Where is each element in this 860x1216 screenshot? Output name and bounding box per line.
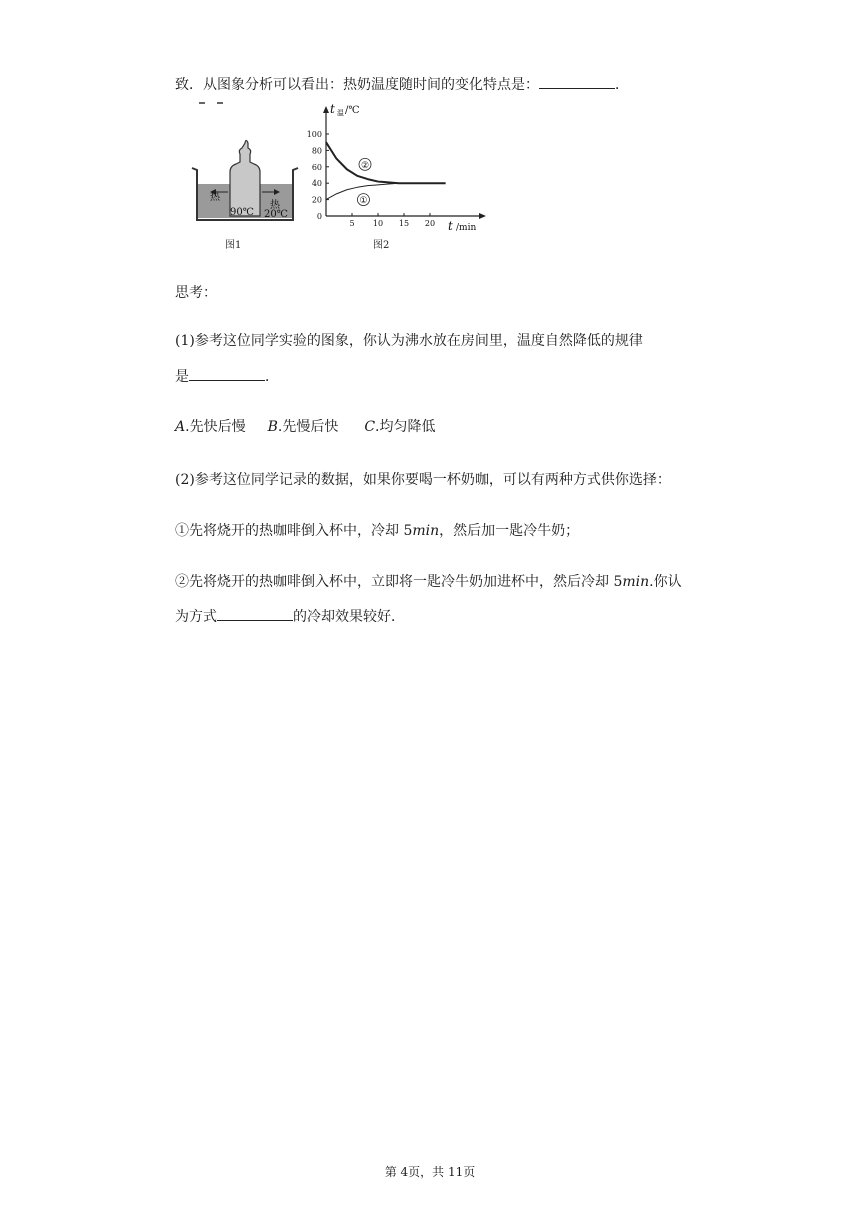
y-axis-unit: /℃ [345,105,360,116]
answer-blank-1[interactable] [539,74,615,89]
method-3-end: 的冷却效果较好． [293,609,405,625]
series-line-hot-milk [326,142,446,183]
line-options [175,417,436,437]
line-q1a [175,331,643,351]
series-label: ① [359,196,368,207]
figure2-label: 图2 [373,240,390,251]
y-tick-label: 60 [311,162,322,172]
line-conclusion [175,74,629,95]
experiment-figure [180,98,490,258]
line-q1b [175,366,279,387]
milk-bottle [230,141,260,217]
figure1-label: 图1 [225,240,242,251]
conclusion-end: ． [615,77,629,93]
option-a[interactable]: A.先快后慢 [175,419,246,435]
conclusion-text: 致．从图象分析可以看出：热奶温度随时间的变化特点是： [175,77,539,93]
y-tick-label: 0 [316,212,322,221]
y-tick-label: 20 [311,195,322,205]
x-axis-arrow [479,213,486,219]
question-1-cont: 是 [175,369,189,385]
option-b[interactable]: B.先慢后快 [267,419,339,435]
question-1-end: ． [265,369,279,385]
line-method1 [175,521,579,541]
y-tick-label: 100 [306,130,322,139]
method-1-end: ，然后加一匙冷牛奶； [439,523,580,539]
x-tick-label: 5 [349,219,355,228]
x-tick-label: 20 [424,219,436,228]
method-2-text: ②先将烧开的热咖啡倒入杯中，立即将一匙冷牛奶加进杯中，然后冷却 5 [175,574,623,590]
x-axis-unit: /min [456,223,477,233]
series-label: ② [360,160,370,171]
method-1-text: ①先将烧开的热咖啡倒入杯中，冷却 5 [175,523,413,539]
fig1-heat-right: 热 [270,200,280,211]
method-2-unit: min [622,574,650,590]
option-c[interactable]: C.均匀降低 [364,419,436,435]
answer-blank-2[interactable] [189,366,265,381]
line-think [175,283,217,303]
figure2-chart [307,102,486,251]
answer-blank-3[interactable] [217,606,293,621]
x-axis-symbol: t [448,219,453,233]
line-method2 [175,572,682,592]
fig1-temp-inner: 90℃ [230,207,254,218]
fig1-heat-left: 热 [210,192,220,203]
fig1-temp-outer: 20℃ [264,209,288,220]
method-3-text: 为方式 [175,609,217,625]
method-1-unit: min [412,523,440,539]
method-2-end: .你认 [649,574,682,590]
line-q2a [175,470,671,490]
y-axis-arrow [323,106,329,113]
x-tick-label: 10 [372,219,384,228]
y-tick-label: 40 [311,179,322,189]
page-footer: 第 4页，共 11页 [384,1165,476,1179]
line-method3 [175,606,405,627]
series-line-water [326,183,446,199]
think-heading: 思考： [175,285,217,301]
y-tick-label: 80 [311,146,322,156]
question-2-text: (2)参考这位同学记录的数据，如果你要喝一杯奶咖，可以有两种方式供你选择： [175,472,671,488]
y-axis-subscript: 温 [337,109,344,117]
y-axis-symbol: t [330,102,335,116]
x-tick-label: 15 [398,219,410,228]
question-1-text: (1)参考这位同学实验的图象，你认为沸水放在房间里，温度自然降低的规律 [175,333,643,349]
